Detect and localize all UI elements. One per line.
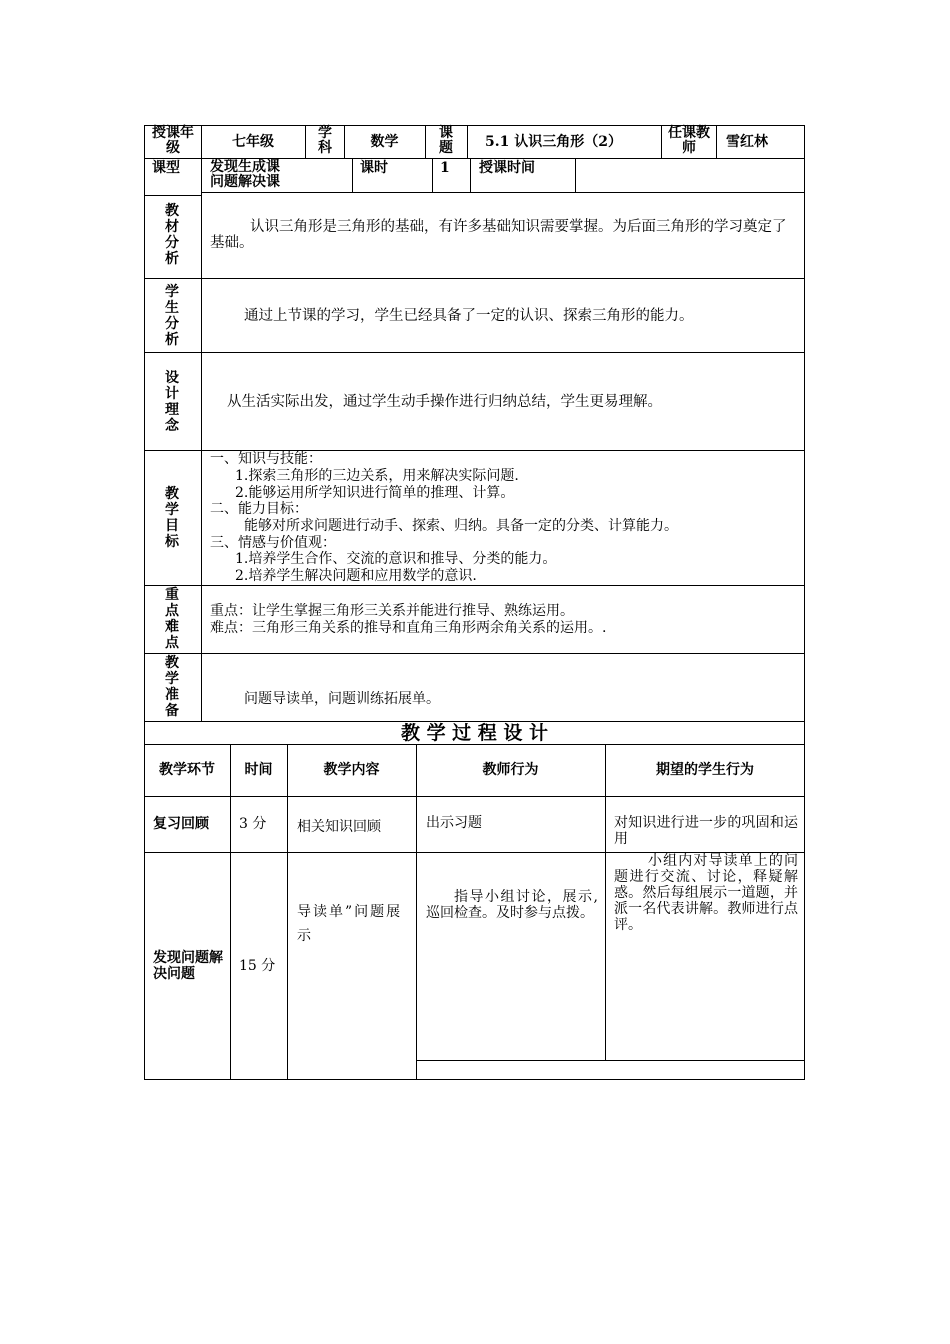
row-time: 3 分 [239,816,267,832]
key-point: 重点：让学生掌握三角形三关系并能进行推导、熟练运用。 [210,603,574,619]
student-text: 通过上节课的学习，学生已经具备了一定的认识、探索三角形的能力。 [244,308,694,324]
grid-line [425,125,426,158]
design-text: 从生活实际出发，通过学生动手操作进行归纳总结，学生更易理解。 [227,394,662,410]
row-time: 15 分 [239,958,276,974]
goal-line: 1.培养学生合作、交流的意识和推导、分类的能力。 [235,551,557,567]
student-label: 学生分析 [165,284,179,348]
topic-value: 5.1 认识三角形（2） [485,134,622,150]
col-header-student: 期望的学生行为 [656,762,754,778]
row-content: 相关知识回顾 [297,819,381,835]
type-label: 课型 [152,160,180,176]
grid-line [716,125,717,158]
grid-line [144,278,805,279]
grid-line [575,158,576,192]
type-line-1: 发现生成课 [210,159,280,175]
key-label: 重点难点 [165,587,179,651]
col-header-content: 教学内容 [323,762,380,778]
prep-text: 问题导读单，问题训练拓展单。 [244,691,440,707]
grid-line [144,1079,805,1080]
grid-line [467,125,468,158]
material-label: 教材分析 [165,203,179,267]
row-content: 导读单”问题展示 [297,904,403,944]
grid-line [201,125,202,721]
grade-value: 七年级 [232,134,274,150]
prep-label: 教学准备 [165,655,179,719]
grid-line [144,796,805,797]
row-teacher: 指导小组讨论，展示,巡回检查。及时参与点拨。 [426,889,598,921]
grid-line [287,744,288,1080]
grid-line [661,125,662,158]
col-header-teacher: 教师行为 [482,762,539,778]
grid-line [230,744,231,1080]
row-stage: 发现问题解决问题 [153,950,223,982]
grid-line [305,125,306,158]
grade-label: 授课年级 [152,125,194,156]
grid-line [144,744,805,745]
grid-line [352,158,353,192]
grid-line [470,158,471,192]
material-text: 认识三角形是三角形的基础，有许多基础知识需要掌握。为后面三角形的学习奠定了基础。 [210,219,787,251]
grid-line [144,125,145,1080]
subject-label: 学科 [318,125,332,156]
goal-line: 二、能力目标： [210,501,308,517]
row-student: 对知识进行进一步的巩固和运用 [614,815,798,847]
goal-line: 1.探索三角形的三边关系，用来解决实际问题. [235,468,519,484]
grid-line [144,585,805,586]
row-stage: 复习回顾 [153,816,209,832]
grid-line [144,653,805,654]
design-label: 设计理念 [165,370,179,434]
grid-line [417,1060,805,1061]
goal-line: 一、知识与技能： [210,451,322,467]
grid-line [605,744,606,1061]
difficult-point: 难点：三角形三角关系的推导和直角三角形两余角关系的运用。. [210,620,607,636]
goals-label: 教学目标 [165,486,179,550]
hours-label: 课时 [360,160,388,176]
teacher-label: 任课教师 [668,125,710,156]
grid-line [416,744,417,1080]
grid-line [144,352,805,353]
col-header-stage: 教学环节 [159,762,215,778]
grid-line [201,192,805,193]
grid-line [804,125,805,1080]
goal-line: 2.能够运用所学知识进行简单的推理、计算。 [235,485,515,501]
grid-line [432,158,433,192]
goal-line: 2.培养学生解决问题和应用数学的意识. [235,568,477,584]
goal-line: 三、情感与价值观： [210,535,336,551]
topic-label: 课题 [439,125,453,156]
goal-line: 能够对所求问题进行动手、探索、归纳。具备一定的分类、计算能力。 [244,518,678,534]
hours-value: 1 [440,160,450,176]
row-student: 小组内对导读单上的问题进行交流、讨论，释疑解惑。然后每组展示一道题，并派一名代表讲解。教师进行点评。 [614,853,798,933]
subject-value: 数学 [370,134,399,150]
process-title: 教 学 过 程 设 计 [400,722,549,744]
col-header-time: 时间 [244,762,273,778]
type-line-2: 问题解决课 [210,174,280,190]
row-teacher: 出示习题 [426,815,482,831]
teacher-value: 雪红林 [726,134,768,150]
time-label: 授课时间 [479,160,535,176]
grid-line [144,195,201,196]
